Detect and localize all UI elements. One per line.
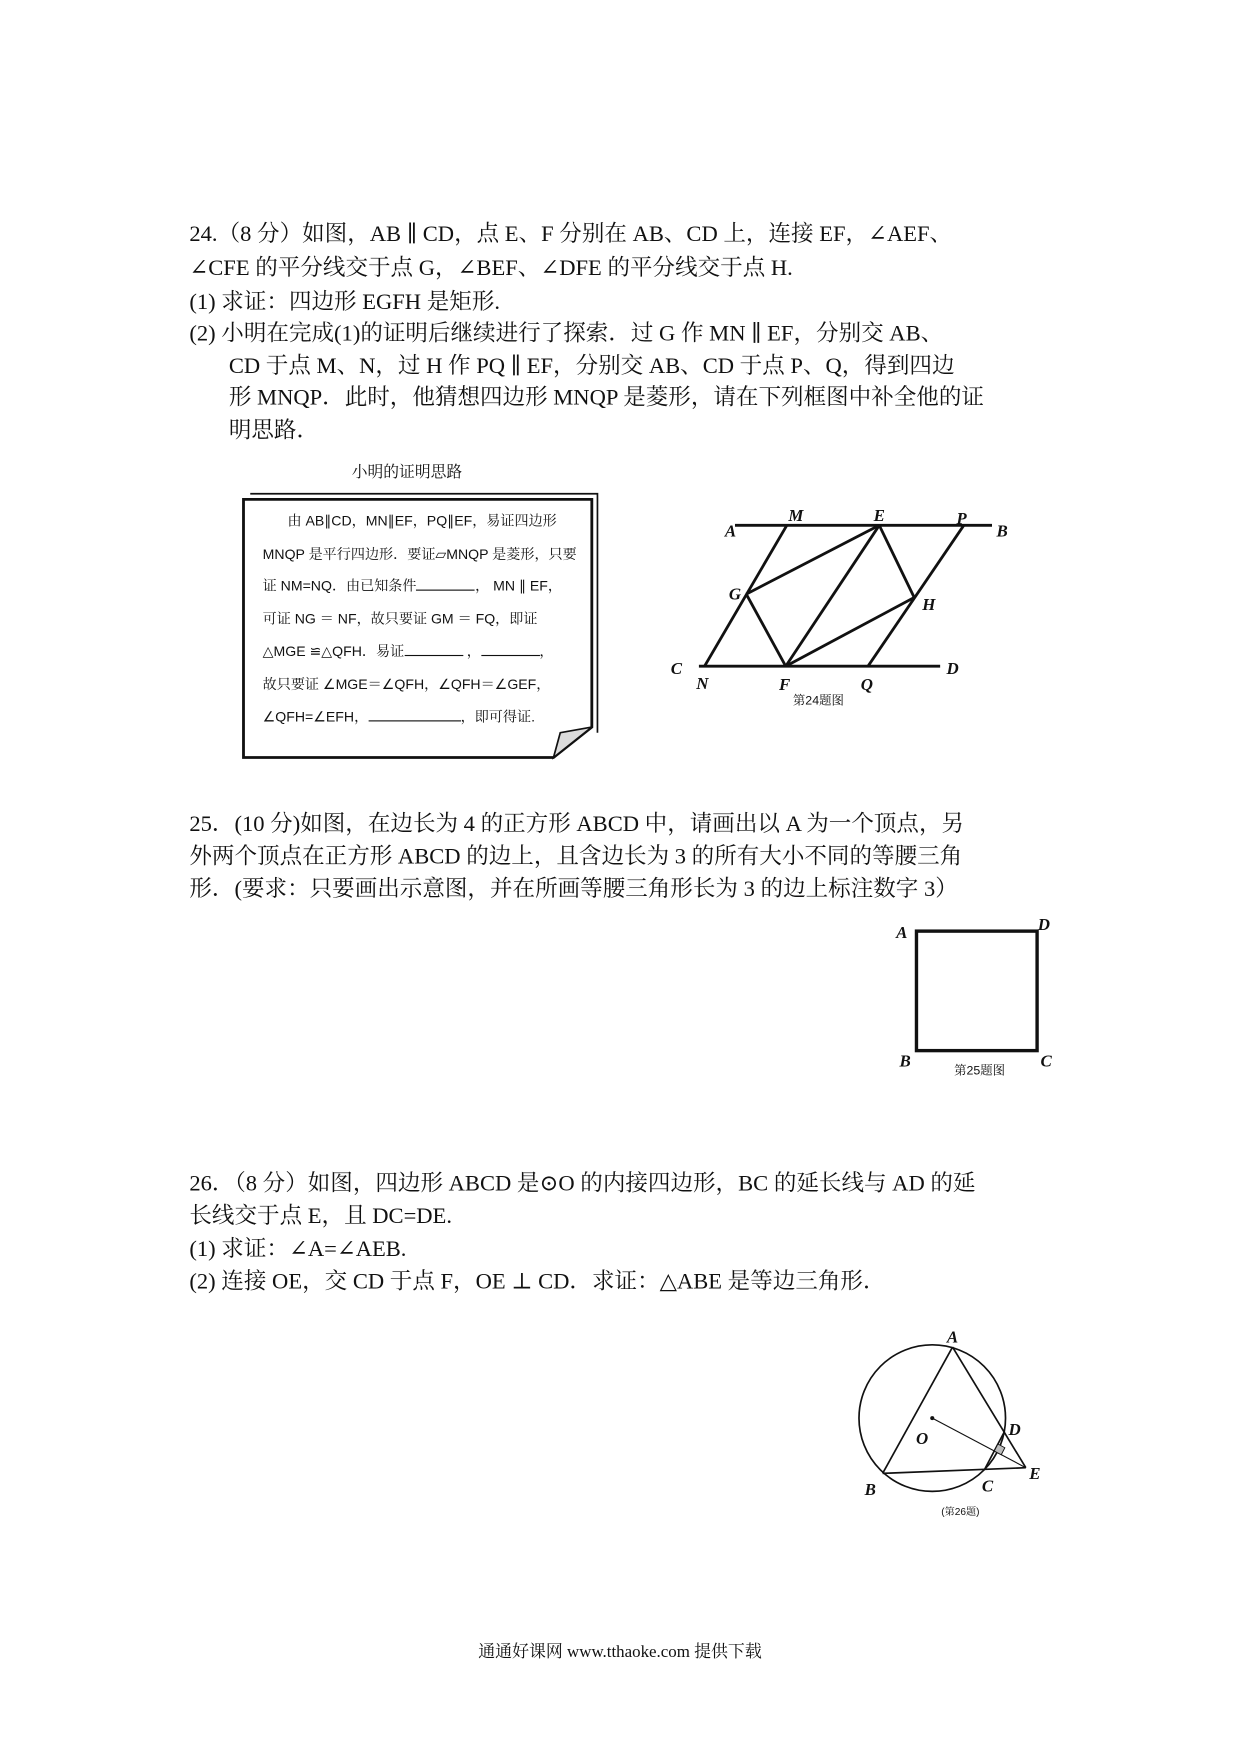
q24-part-2-line-2: CD 于点 M、N，过 H 作 PQ ∥ EF，分别交 AB、CD 于点 P、Q，得到四边 — [228, 353, 955, 379]
label-a: A — [724, 521, 737, 541]
label-b: B — [996, 521, 1008, 541]
q25-line-1: 25．(10 分)如图，在边长为 4 的正方形 ABCD 中，请画出以 A 为一个顶点，另 — [189, 811, 965, 837]
label-p: P — [956, 509, 967, 529]
q24-part-2-line-4: 明思路． — [228, 418, 320, 444]
q25-line-2: 外两个顶点在正方形 ABCD 的边上，且含边长为 3 的所有大小不同的等腰三角 — [189, 844, 963, 870]
proof-text: 可证 NG ＝ NF，故只要证 GM ＝ FQ，即证 — [262, 610, 538, 627]
figure-24 — [665, 496, 1026, 721]
q26-part-2: (2) 连接 OE，交 CD 于点 F，OE ⊥ CD．求证：△ABE 是等边三角形． — [189, 1269, 886, 1295]
q24-line-2: ∠CFE 的平分线交于点 G，∠BEF、∠DFE 的平分线交于点 H. — [189, 255, 793, 281]
q24-part-2: (2) 小明在完成(1)的证明后继续进行了探索．过 G 作 MN ∥ EF，分别交 AB、 — [189, 321, 944, 347]
proof-box-line-1 — [287, 510, 556, 533]
label-q: Q — [860, 674, 873, 694]
label-c: C — [981, 1476, 994, 1496]
proof-text: ， MN ∥ EF， — [475, 578, 563, 595]
label-e: E — [873, 505, 885, 525]
proof-text: △MGE ≌△QFH．易证 — [262, 643, 405, 660]
label-o: O — [916, 1429, 929, 1449]
q26-line-2: 长线交于点 E，且 DC=DE. — [189, 1203, 452, 1229]
label-g: G — [728, 584, 742, 604]
segment-ef — [786, 525, 880, 666]
proof-text: MNQP 是平行四边形．要证▱MNQP 是菱形，只要 — [262, 546, 577, 563]
proof-box-line-5 — [263, 640, 554, 663]
proof-text: ∠QFH=∠EFH， — [262, 709, 369, 725]
answer-blank-4 — [368, 707, 460, 722]
proof-text: ，即可得证. — [460, 709, 535, 725]
figure-26-caption: (第26题) — [941, 1507, 980, 1519]
q26-line-1: 26．（8 分）如图，四边形 ABCD 是⊙O 的内接四边形，BC 的延长线与 AD 的延 — [189, 1171, 976, 1197]
label-a: A — [946, 1327, 959, 1347]
segment-gf — [746, 594, 785, 666]
q24-part-2-line-3: 形 MNQP．此时，他猜想四边形 MNQP 是菱形，请在下列框图中补全他的证 — [228, 385, 984, 411]
figure-25 — [885, 907, 1060, 1082]
label-n: N — [696, 673, 709, 693]
label-d: D — [946, 659, 959, 679]
segment-pq — [868, 525, 964, 666]
segment-eh — [879, 525, 914, 597]
segment-ae — [953, 1347, 1026, 1468]
label-b: B — [864, 1479, 876, 1499]
q25-line-3: 形．(要求：只要画出示意图，并在所画等腰三角形长为 3 的边上标注数字 3） — [189, 877, 958, 902]
proof-text: ， — [462, 643, 481, 660]
segment-ab — [883, 1347, 953, 1473]
answer-blank-2 — [404, 641, 463, 656]
q24-line-1: 24.（8 分）如图，AB ∥ CD，点 E、F 分别在 AB、CD 上，连接 EF，∠AEF、 — [189, 222, 953, 247]
label-d: D — [1008, 1420, 1021, 1440]
square-abcd — [916, 931, 1037, 1050]
figure-26 — [851, 1319, 1054, 1528]
answer-blank-1 — [416, 576, 475, 591]
label-d: D — [1037, 915, 1050, 935]
page-footer: 通通好课网 www.tthaoke.com 提供下载 — [478, 1643, 762, 1662]
proof-box-line-6 — [263, 673, 551, 696]
label-b: B — [899, 1051, 911, 1071]
label-h: H — [922, 594, 936, 614]
proof-box-line-4 — [263, 608, 538, 631]
q24-part-1: (1) 求证：四边形 EGFH 是矩形. — [189, 289, 500, 315]
center-point-o — [930, 1416, 934, 1420]
label-c: C — [1040, 1051, 1052, 1071]
label-f: F — [778, 674, 791, 694]
figure-25-caption: 第25题图 — [954, 1063, 1006, 1078]
label-m: M — [788, 505, 804, 525]
figure-24-caption: 第24题图 — [792, 693, 844, 708]
q26-part-1: (1) 求证：∠A=∠AEB. — [189, 1236, 407, 1262]
proof-text: ， — [539, 643, 554, 660]
proof-text: 由 AB∥CD，MN∥EF，PQ∥EF，易证四边形 — [287, 512, 557, 529]
proof-box-line-2 — [263, 543, 577, 566]
proof-text: 故只要证 ∠MGE＝∠QFH，∠QFH＝∠GEF， — [262, 676, 551, 693]
segment-hf — [786, 597, 915, 666]
proof-box-line-3 — [263, 575, 562, 598]
label-c: C — [670, 659, 683, 679]
segment-be — [883, 1468, 1026, 1474]
proof-box-line-7 — [263, 706, 535, 729]
proof-box-title: 小明的证明思路 — [351, 462, 463, 481]
proof-text: 证 NM=NQ．由已知条件 — [262, 578, 417, 595]
label-e: E — [1029, 1463, 1041, 1483]
label-a: A — [896, 922, 908, 942]
answer-blank-3 — [481, 641, 540, 656]
